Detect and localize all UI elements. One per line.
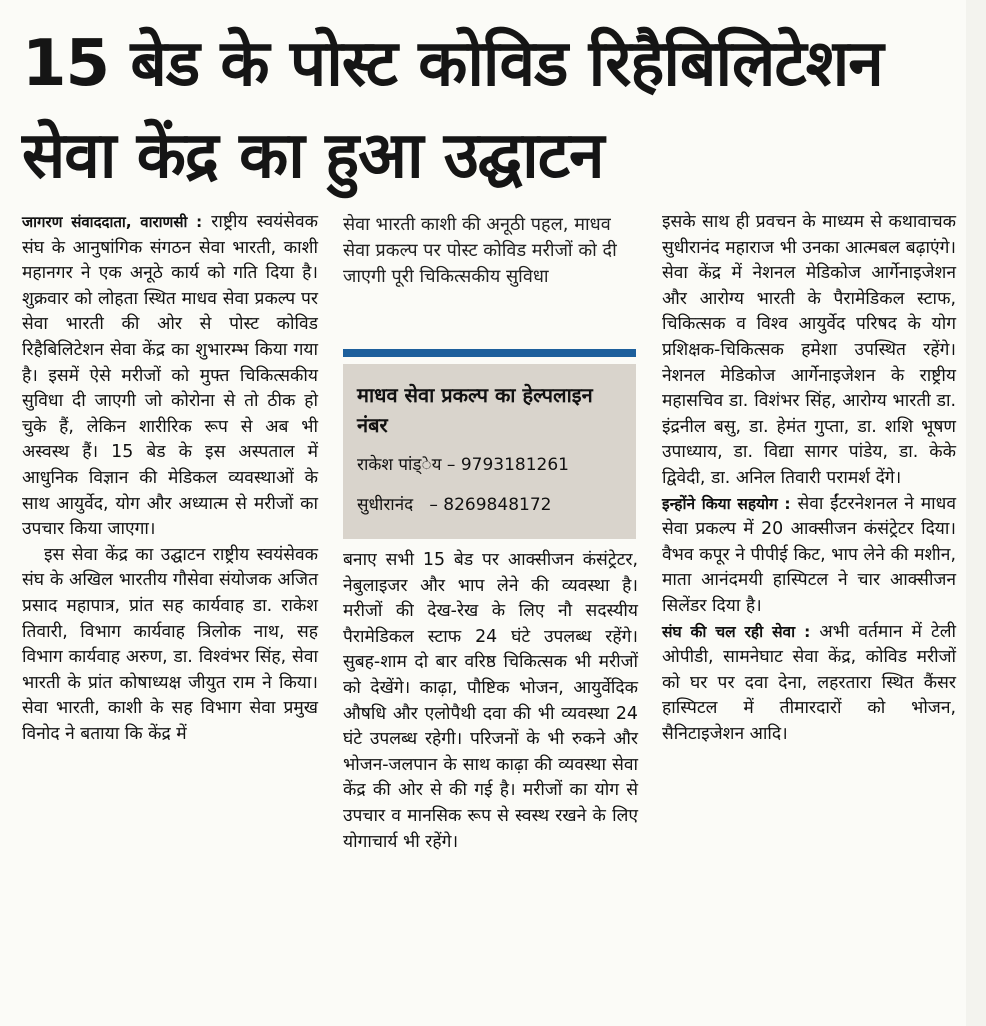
col3-paragraph-1: इसके साथ ही प्रवचन के माध्यम से कथावाचक सुधीरानंद महाराज भी उनका आत्मबल बढ़ाएंगे। सेवा केंद्र में नेशनल मेडिकोज आर्गेनाइजेशन और आरोग्य भारती के पैरामेडिकल स्टाफ, चिकित्सक व विश्व आयुर्वेद परिषद के योग प्रशिक्षक-चिकित्सक हमेशा उपस्थित रहेंगे। नेशनल मेडिकोज आर्गेनाइजेशन के राष्ट्रीय महासचिव डा. विशंभर सिंह, आरोग्य भारती डा. इंद्रनील बसु, डा. हेमंत गुप्ता, डा. शशि भूषण उपाध्याय, डा. विद्या सागर पांडेय, डा. केके द्विवेदी, डा. अनिल तिवारी परामर्श देंगे। (662, 212, 956, 488)
headline-line-1: 15 बेड के पोस्ट कोविड रिहैबिलिटेशन (22, 27, 883, 101)
helpline-contact: सुधीरानंद – 8269848172 (357, 495, 552, 515)
adjacent-article-edge (966, 0, 986, 1026)
contact-name: राकेश पांड्ेय (357, 455, 442, 475)
dateline: जागरण संवाददाता, वाराणसी : (22, 213, 203, 231)
headline (22, 18, 957, 202)
blue-rule (343, 349, 636, 357)
article-column-2 (343, 548, 638, 855)
headline-line-2: सेवा केंद्र का हुआ उद्घाटन (22, 119, 604, 193)
helpline-box (343, 364, 636, 539)
col3-paragraph-2 (662, 492, 956, 620)
helpline-contact: राकेश पांड्ेय – 9793181261 (357, 455, 569, 475)
col2-paragraph-1: बनाए सभी 15 बेड पर आक्सीजन कंसंट्रेटर, नेबुलाइजर और भाप लेने की व्यवस्था है। मरीजों की देख-रेख के लिए नौ सदस्यीय पैरामेडिकल स्टाफ 24 घंटे उपलब्ध रहेंगे। सुबह-शाम दो बार वरिष्ठ चिकित्सक भी मरीजों को देखेंगे। काढ़ा, पौष्टिक भोजन, आयुर्वेदिक औषधि और एलोपैथी दवा की भी व्यवस्था 24 घंटे उपलब्ध रहेगी। परिजनों के भी रुकने और भोजन-जलपान के साथ काढ़ा की व्यवस्था सेवा केंद्र की ओर से की गई है। मरीजों का योग से उपचार व मानसिक रूप से स्वस्थ रखने के लिए योगाचार्य भी रहेंगे। (343, 550, 638, 852)
lead-paragraph (22, 210, 318, 543)
contact-name: सुधीरानंद (357, 495, 414, 515)
col3-paragraph-3 (662, 620, 956, 748)
contact-phone: 8269848172 (443, 495, 552, 515)
subheading: इन्होंने किया सहयोग : (662, 494, 791, 513)
col3-paragraph-2-text: सेवा ईंटरनेशनल ने माधव सेवा प्रकल्प में 20 आक्सीजन कंसंट्रेटर दिया। वैभव कपूर ने पीपीई किट, भाप लेने की मशीन, माता आनंदमयी हास्पिटल ने चार आक्सीजन सिलेंडर दिया है। (662, 493, 956, 616)
col3-paragraph-3-text: अभी वर्तमान में टेली ओपीडी, सामनेघाट सेवा केंद्र, कोविड मरीजों को घर पर दवा देना, लहरतारा स्थित कैंसर हास्पिटल में तीमारदारों को भोजन, सैनिटाइजेशन आदि। (662, 621, 956, 744)
col1-paragraph-1: राष्ट्रीय स्वयंसेवक संघ के आनुषांगिक संगठन सेवा भारती, काशी महानगर ने एक अनूठे कार्य को गति दिया है। शुक्रवार को लोहता स्थित माधव सेवा प्रकल्प पर सेवा भारती की ओर से पोस्ट कोविड रिहैबिलिटेशन सेवा केंद्र का शुभारम्भ किया गया है। इसमें ऐसे मरीजों को मुफ्त चिकित्सकीय सुविधा दी जाएगी जो कोरोना से तो ठीक हो चुके हैं, लेकिन शारीरिक रूप से अब भी अस्वस्थ हैं। 15 बेड के इस अस्पताल में आधुनिक विज्ञान की मेडिकल व्यवस्थाओं के साथ आयुर्वेद, योग और अध्यात्म से मरीजों का उपचार किया जाएगा। (22, 212, 318, 540)
deck-summary: सेवा भारती काशी की अनूठी पहल, माधव सेवा प्रकल्प पर पोस्ट कोविड मरीजों को दी जाएगी पूरी चिकित्सकीय सुविधा (343, 214, 617, 287)
helpline-title: माधव सेवा प्रकल्प का हेल्पलाइन नंबर (357, 383, 593, 437)
subheading: संघ की चल रही सेवा : (662, 622, 811, 641)
contact-phone: 9793181261 (460, 455, 569, 475)
article-column-1 (22, 210, 318, 747)
col1-paragraph-2: इस सेवा केंद्र का उद्घाटन राष्ट्रीय स्वयंसेवक संघ के अखिल भारतीय गौसेवा संयोजक अजित प्रसाद महापात्र, प्रांत सह कार्यवाह डा. राकेश तिवारी, विभाग कार्यवाह त्रिलोक नाथ, सह विभाग कार्यवाह अरुण, डा. विश्वंभर सिंह, सेवा भारती के प्रांत कोषाध्यक्ष जीयुत राम ने किया। सेवा भारती, काशी के सह विभाग सेवा प्रमुख विनोद ने बताया कि केंद्र में (22, 544, 318, 744)
article-column-3 (662, 210, 956, 747)
